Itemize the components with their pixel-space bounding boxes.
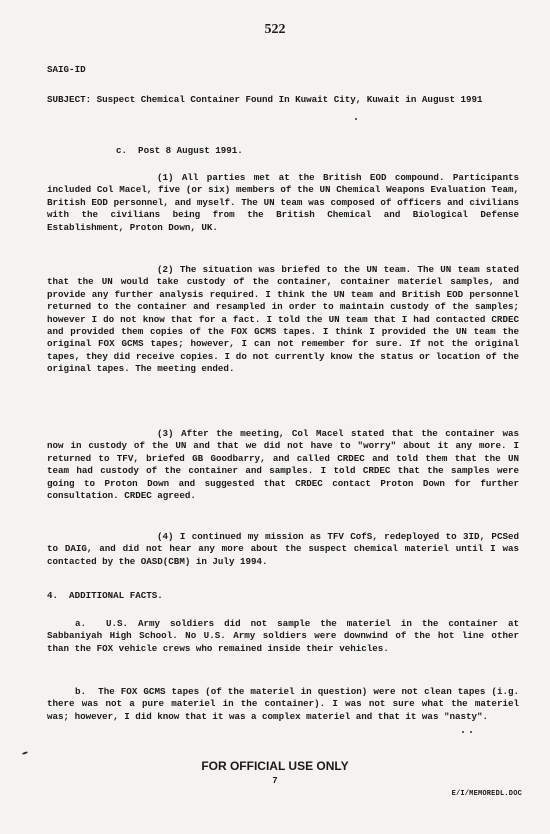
item-b [47,686,525,723]
file-reference: E/I/MEMOREDL.DOC [451,790,522,798]
scan-speck [22,751,28,755]
footer-page-number: 7 [272,776,278,786]
subject-line: SUBJECT: Suspect Chemical Container Found In Kuwait City, Kuwait in August 1991 [47,94,483,105]
page-number: 522 [264,22,286,37]
paragraph-3 [47,428,525,502]
paragraph-2 [47,264,525,376]
item-a [47,618,525,655]
classification-footer: FOR OFFICIAL USE ONLY [201,759,349,773]
scan-speck [355,118,357,120]
paragraph-4 [47,531,525,568]
paragraph-1 [47,172,525,234]
item-b-text: b. The FOX GCMS tapes (of the materiel in question) were not clean tapes (i.g. there was not a pure materiel in the container). I was not sure what the materiel was; however, I did know that it was a complex materiel and that it was "nasty". [47,686,525,722]
additional-facts-heading: 4. ADDITIONAL FACTS. [47,590,163,601]
item-a-text: a. U.S. Army soldiers did not sample the materiel in the container at Sabbaniyah High School. No U.S. Army soldiers were downwind of the hot line other than the FOX vehicle crews who remained inside their vehicles. [47,618,525,654]
paragraph-4-text: (4) I continued my mission as TFV CofS, redeployed to 3ID, PCSed to DAIG, and did not hear any more about the suspect chemical materiel until I was contacted by the OASD(CBM) in July 1994. [47,531,525,567]
section-c-heading: c. Post 8 August 1991. [116,145,243,156]
scan-speck [470,731,472,733]
paragraph-2-text: (2) The situation was briefed to the UN team. The UN team stated that the UN would take custody of the container, container materiel samples, and provide any further analysis required. I think the UN team and British EOD personnel returned to the container and resampled in order to maintain custody of the samples; however I do not know that for a fact. I told the UN team that I had contacted CRDEC and provided them copies of the FOX GCMS tapes. I think I provided the UN team the original FOX GCMS tapes; however, I can not remember for sure. If not the original tapes, they did receive copies. I do not currently know the status or location of the original tapes. The meeting ended. [47,264,525,375]
paragraph-3-text: (3) After the meeting, Col Macel stated that the container was now in custody of the UN and that we did not have to "worry" about it any more. I returned to TFV, briefed GB Goodbarry, and called CRDEC and told them that the UN team had custody of the container and samples. I told CRDEC that the samples were going to Proton Down and suggested that CRDEC contact Proton Down for further consultation. CRDEC agreed. [47,428,525,502]
office-symbol: SAIG-ID [47,64,86,75]
paragraph-1-text: (1) All parties met at the British EOD compound. Participants included Col Macel, five (or six) members of the UN Chemical Weapons Evaluation Team, British EOD personnel, and myself. The UN team was composed of officers and civilians with the civilians being from the British Chemical and Biological Defense Establishment, Proton Down, UK. [47,172,525,233]
scan-speck [462,731,464,733]
